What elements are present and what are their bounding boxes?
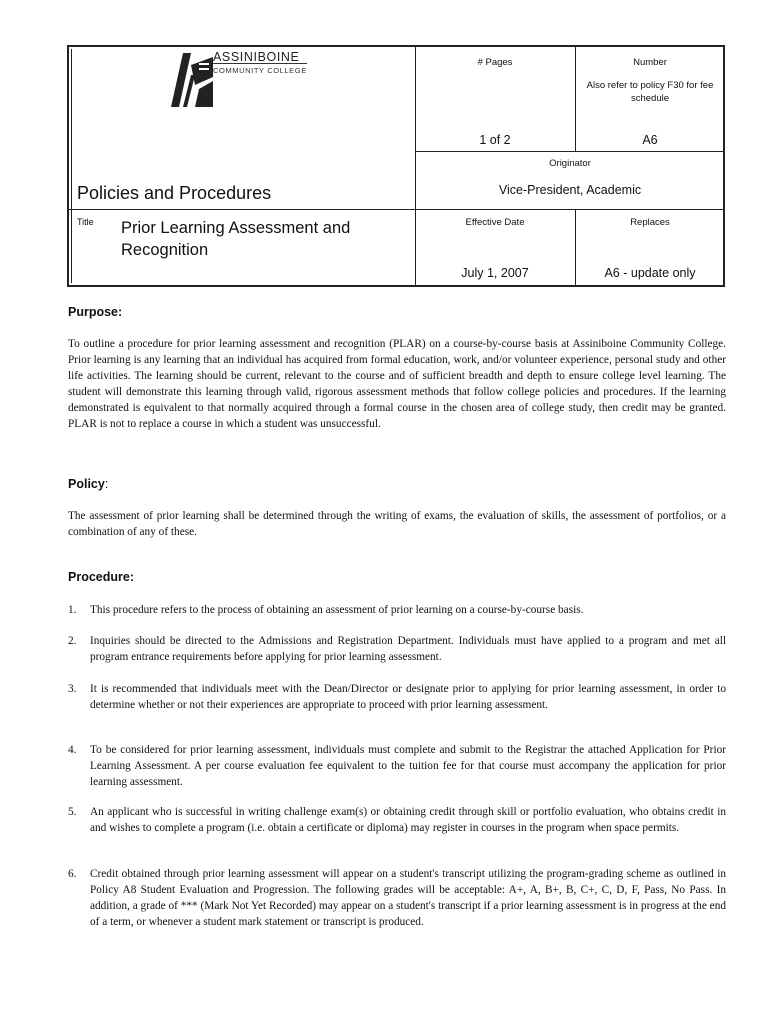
policy-heading	[68, 477, 108, 491]
divider-horizontal-title	[69, 209, 725, 210]
procedure-item-text: Credit obtained through prior learning assessment will appear on a student's transcript utilizing the program-grading scheme as outlined in Policy A8 Student Evaluation and Progression. The following grades will be acceptable: A+, A, B+, B, C+, C, D, F, Pass, No Pass. In addition, a grade of *** (Mark Not Yet Recorded) may appear on a student's transcript if a prior learning assessment is in progress at the end of a term, or whenever a student mark statement or transcript is produced.	[90, 868, 726, 928]
procedure-item-number: 5.	[68, 806, 77, 818]
procedure-heading: Procedure:	[68, 570, 134, 584]
procedure-item-text: This procedure refers to the process of obtaining an assessment of prior learning on a course-by-course basis.	[90, 604, 584, 616]
procedure-item-text: Inquiries should be directed to the Admissions and Registration Department. Individuals must have applied to a program and met all program entrance requirements before applying for prior learning assessment.	[90, 635, 726, 663]
procedure-item	[68, 804, 726, 836]
document-title: Prior Learning Assessment and Recognition	[121, 219, 351, 259]
procedure-item-number: 1.	[68, 604, 77, 616]
number-note: Also refer to policy F30 for fee schedule	[586, 80, 714, 104]
procedure-item	[68, 633, 726, 665]
divider-horizontal-originator	[415, 151, 725, 152]
effective-date-value: July 1, 2007	[461, 266, 529, 280]
pages-value: 1 of 2	[479, 133, 511, 147]
college-logo	[169, 51, 319, 111]
effective-date-label: Effective Date	[465, 217, 525, 228]
procedure-item-text: An applicant who is successful in writing challenge exam(s) or obtaining credit through skill or portfolio evaluation, who obtains credit in and wishes to complete a program (i.e. obtain a certificate or diploma) may register in courses in the program when space permits.	[90, 806, 726, 834]
number-value: A6	[642, 133, 658, 147]
procedure-item	[68, 602, 726, 618]
section-label: Policies and Procedures	[77, 183, 272, 203]
document-header-table	[67, 45, 725, 287]
logo-name: ASSINIBOINE	[213, 50, 300, 64]
policy-text: The assessment of prior learning shall be determined through the writing of exams, the evaluation of skills, the assessment of portfolios, or a combination of any of these.	[68, 510, 726, 538]
procedure-item	[68, 742, 726, 790]
title-label: Title	[77, 217, 94, 227]
procedure-item	[68, 866, 726, 930]
number-label: Number	[633, 57, 667, 68]
pages-label: # Pages	[477, 57, 513, 68]
procedure-item-text: It is recommended that individuals meet with the Dean/Director or designate prior to applying for prior learning assessment, in order to determine whether or not their experiences are appropriate to proceed with prior learning assessment.	[90, 683, 726, 711]
policy-heading-text: Policy	[68, 477, 105, 491]
logo-subname: COMMUNITY COLLEGE	[213, 63, 307, 77]
procedure-item-text: To be considered for prior learning assessment, individuals must complete and submit to the Registrar the attached Application for Prior Learning Assessment. A per course evaluation fee equivalent to the tuition fee for that course must accompany the application for prior learning assessment.	[90, 744, 726, 788]
replaces-value: A6 - update only	[604, 266, 696, 280]
procedure-item	[68, 681, 726, 713]
logo-mark-icon	[169, 51, 215, 109]
policy-heading-colon: :	[104, 477, 109, 491]
originator-label: Originator	[549, 158, 591, 169]
procedure-item-number: 2.	[68, 635, 77, 647]
procedure-item-number: 6.	[68, 868, 77, 880]
procedure-item-number: 4.	[68, 744, 77, 756]
purpose-heading: Purpose:	[68, 305, 123, 319]
procedure-item-number: 3.	[68, 683, 77, 695]
inner-border-left	[71, 49, 72, 283]
purpose-text: To outline a procedure for prior learning assessment and recognition (PLAR) on a course-by-course basis at Assiniboine Community College. Prior learning is any learning that an individual has acquired from formal education, work, and/or volunteer experience, personal study and other life activities. The learning should be current, relevant to the course and of sufficient breadth and depth to ensure college level learning. The student will demonstrate this learning through valid, rigorous assessment methods that follow college policies and procedures. If the learning demonstrated is equivalent to that normally acquired through a formal course in the chosen area of college study, then credit may be granted. PLAR is not to replace a course in which a student was unsuccessful.	[68, 338, 726, 430]
originator-value: Vice-President, Academic	[498, 183, 642, 197]
replaces-label: Replaces	[630, 217, 670, 228]
